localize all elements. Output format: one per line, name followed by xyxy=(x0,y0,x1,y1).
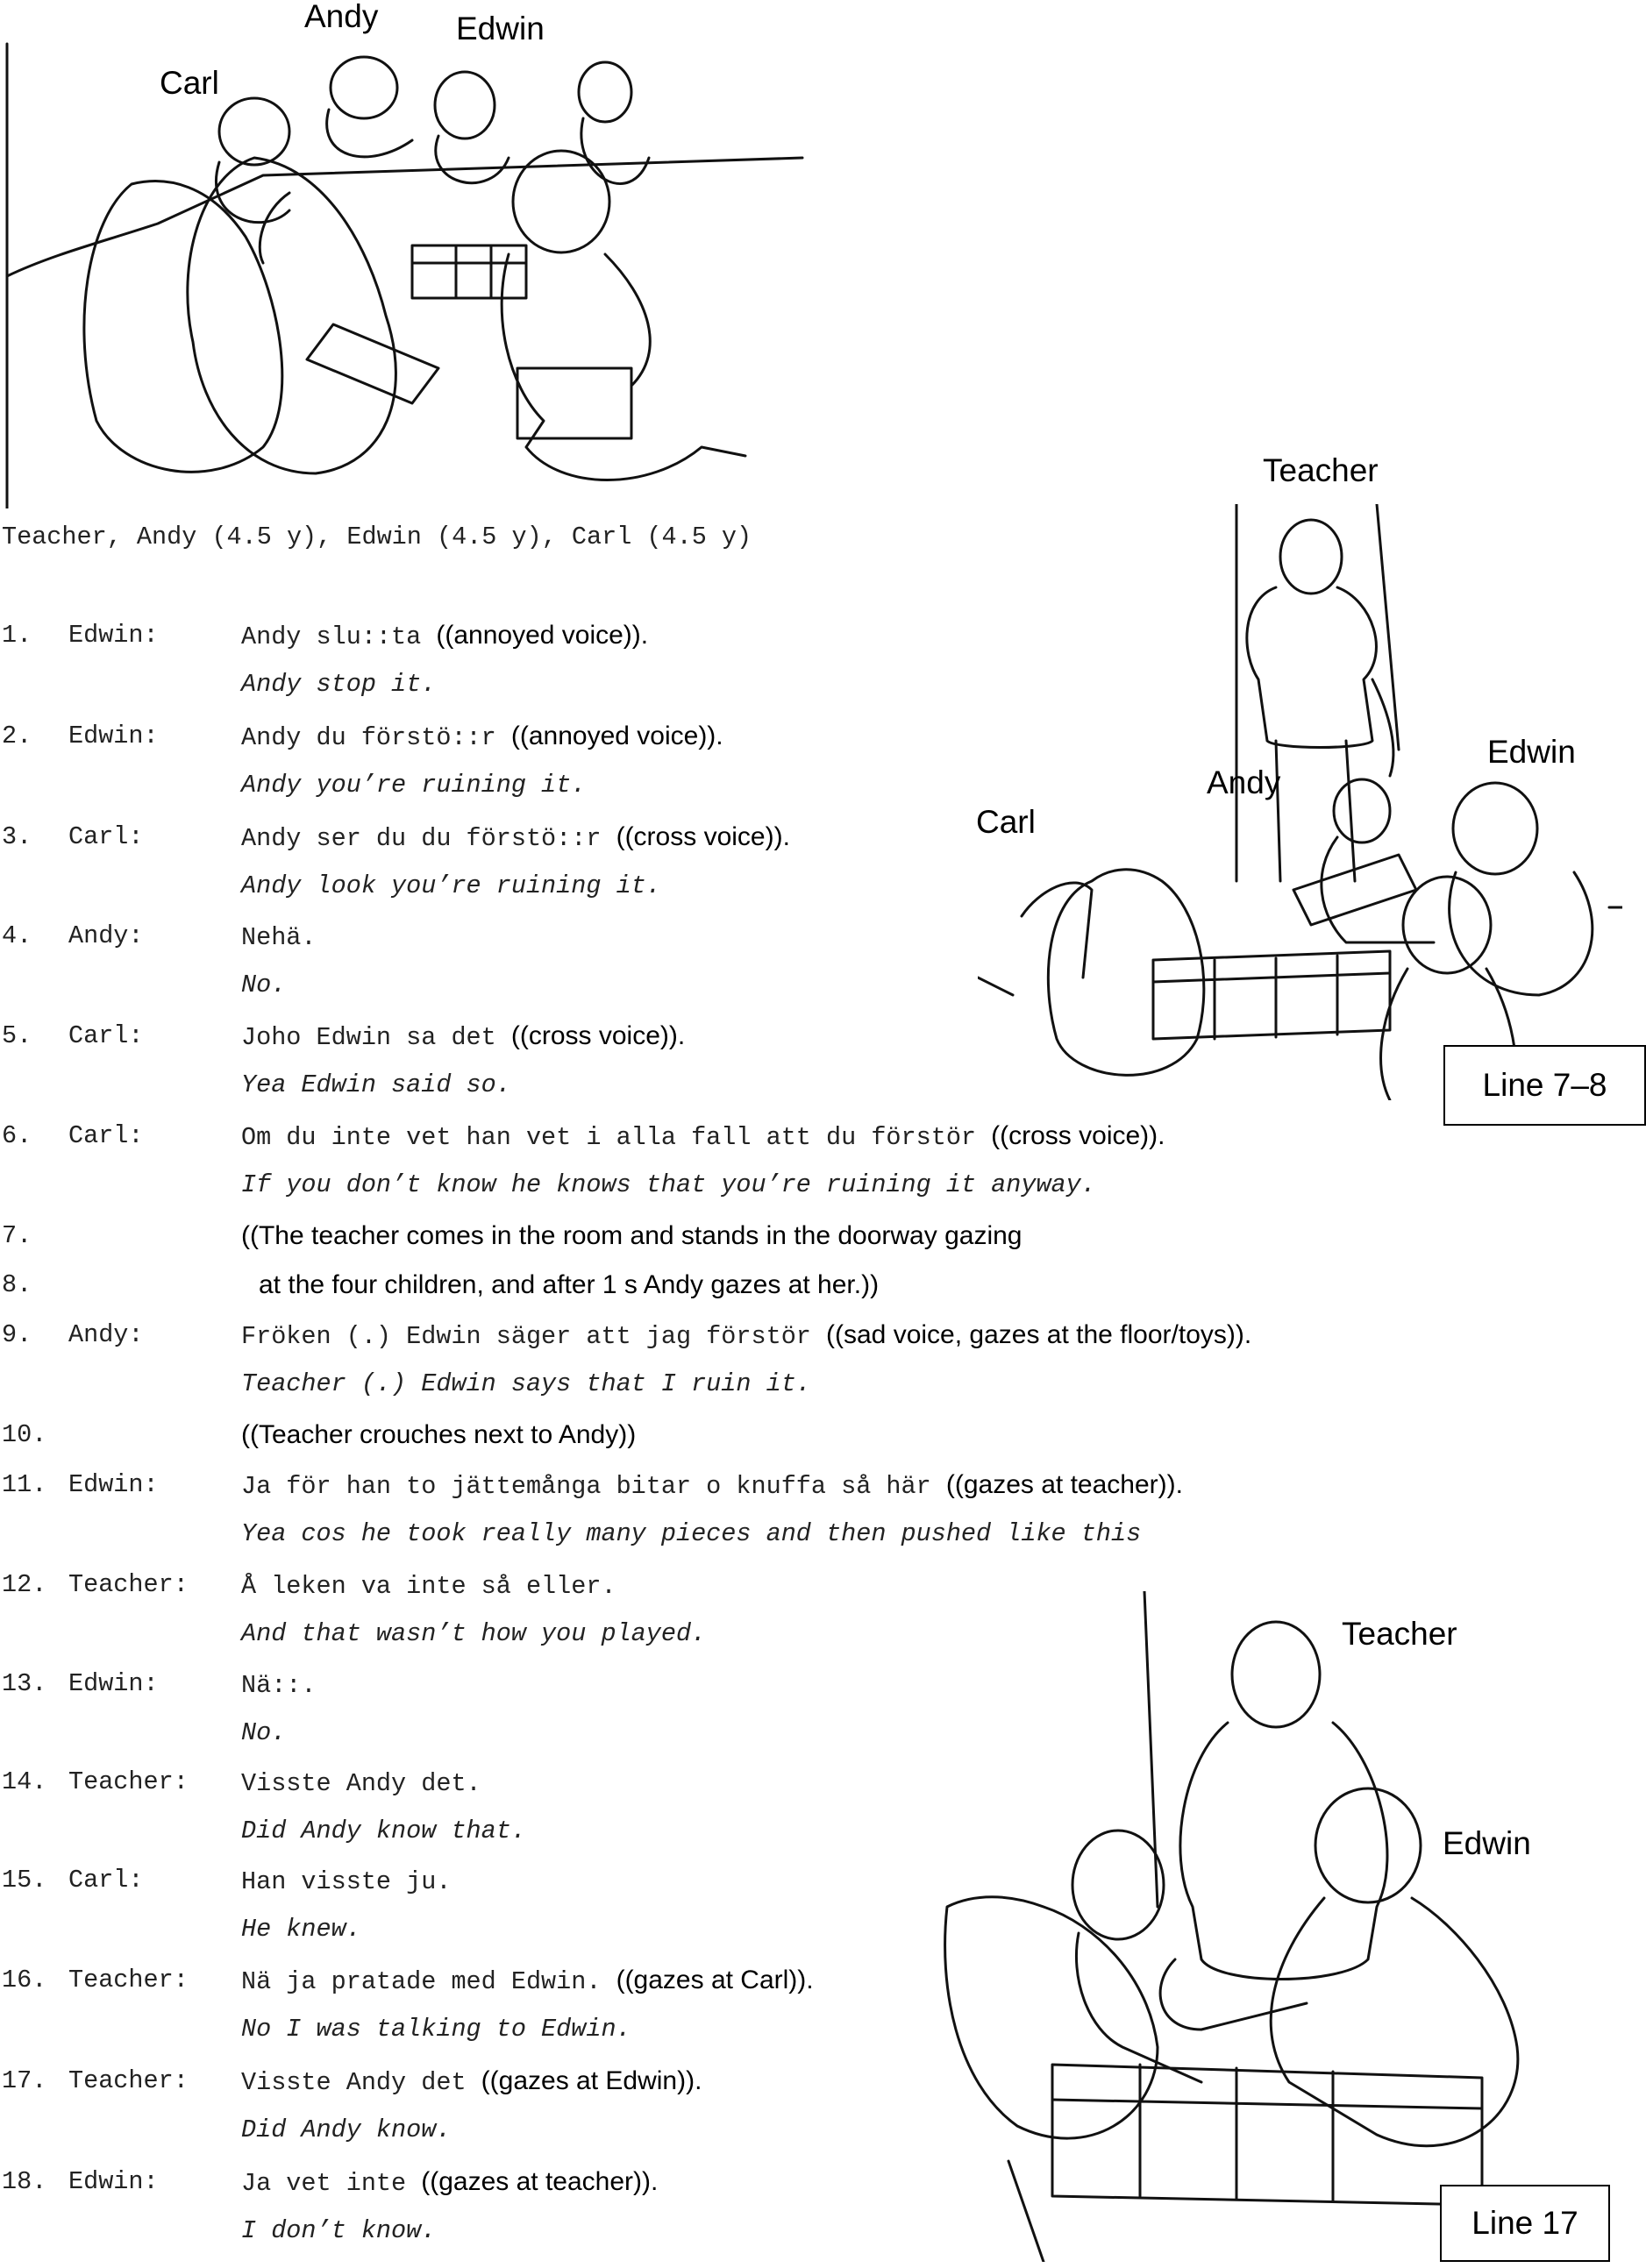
line-number: 4. xyxy=(2,921,32,950)
utterance-text: Han visste ju. xyxy=(241,1867,452,1896)
utterance xyxy=(241,2167,658,2198)
utterance-note: ((annoyed voice)). xyxy=(436,621,649,650)
label-carl-top: Carl xyxy=(160,65,219,101)
line-number: 16. xyxy=(2,1966,47,1994)
speaker: Edwin: xyxy=(68,722,159,750)
label-andy-top: Andy xyxy=(304,0,379,34)
speaker: Edwin: xyxy=(68,1470,159,1499)
line-number: 8. xyxy=(2,1270,32,1299)
illustration-middle xyxy=(978,504,1622,1100)
line-number: 10. xyxy=(2,1420,47,1449)
utterance xyxy=(241,921,317,952)
translation: He knew. xyxy=(241,1915,361,1944)
transcript-line xyxy=(0,822,1646,871)
transcript-line xyxy=(0,1669,1646,1718)
utterance-text: Visste Andy det xyxy=(241,2068,467,2097)
utterance-text: Ja för han to jättemånga bitar o knuffa så här xyxy=(241,1472,931,1501)
utterance xyxy=(259,1270,879,1301)
transcript-line xyxy=(0,1420,1646,1469)
utterance xyxy=(241,1570,616,1601)
utterance xyxy=(241,1021,685,1052)
line-number: 18. xyxy=(2,2167,47,2196)
utterance xyxy=(241,1470,1183,1501)
transcript-line xyxy=(0,921,1646,970)
transcript-line xyxy=(0,1966,1646,2015)
utterance xyxy=(241,1121,1165,1152)
speaker: Edwin: xyxy=(68,621,159,650)
transcript-line xyxy=(0,621,1646,670)
utterance xyxy=(241,2066,702,2097)
translation: No. xyxy=(241,1718,287,1747)
utterance-note: at the four children, and after 1 s Andy gazes at her.)) xyxy=(259,1270,880,1299)
label-teacher-middle: Teacher xyxy=(1263,452,1379,488)
speaker: Teacher: xyxy=(68,1966,189,1994)
utterance-note: ((cross voice)). xyxy=(991,1121,1165,1150)
line-number: 17. xyxy=(2,2066,47,2095)
utterance-note: ((gazes at Carl)). xyxy=(616,1966,814,1994)
transcript-line xyxy=(0,1570,1646,1619)
transcript-line xyxy=(0,2167,1646,2216)
transcript-line xyxy=(0,1470,1646,1519)
translation: Did Andy know. xyxy=(241,2115,452,2144)
utterance xyxy=(241,1320,1251,1351)
speaker: Teacher: xyxy=(68,1767,189,1796)
utterance-text: Nä ja pratade med Edwin. xyxy=(241,1967,602,1996)
utterance xyxy=(241,722,723,752)
label-edwin-middle: Edwin xyxy=(1487,734,1576,770)
label-edwin-bottom: Edwin xyxy=(1443,1825,1531,1861)
translation: Andy look you’re ruining it. xyxy=(241,871,661,900)
transcript-line xyxy=(0,1320,1646,1369)
translation: Did Andy know that. xyxy=(241,1817,526,1845)
speaker: Edwin: xyxy=(68,1669,159,1698)
utterance xyxy=(241,1669,317,1700)
translation: And that wasn’t how you played. xyxy=(241,1619,707,1648)
utterance-text: Andy du förstö::r xyxy=(241,723,496,752)
utterance-text: Å leken va inte så eller. xyxy=(241,1572,616,1601)
utterance xyxy=(241,1420,636,1451)
line-number: 15. xyxy=(2,1866,47,1895)
speaker: Edwin: xyxy=(68,2167,159,2196)
speaker: Carl: xyxy=(68,822,144,851)
utterance-note: ((Teacher crouches next to Andy)) xyxy=(241,1420,637,1449)
translation: If you don’t know he knows that you’re ruining it anyway. xyxy=(241,1170,1096,1199)
speaker: Carl: xyxy=(68,1121,144,1150)
speaker: Carl: xyxy=(68,1866,144,1895)
utterance-note: ((sad voice, gazes at the floor/toys)). xyxy=(826,1320,1252,1349)
utterance xyxy=(241,1221,1022,1252)
illustration-top xyxy=(0,35,807,508)
caption-line-7-8: Line 7–8 xyxy=(1443,1045,1646,1126)
line-number: 12. xyxy=(2,1570,47,1599)
utterance-note: ((The teacher comes in the room and stands in the doorway gazing xyxy=(241,1221,1023,1250)
utterance-note: ((gazes at teacher)). xyxy=(421,2167,659,2196)
line-number: 1. xyxy=(2,621,32,650)
utterance-note: ((cross voice)). xyxy=(510,1021,686,1050)
translation: Yea Edwin said so. xyxy=(241,1070,511,1099)
translation: Teacher (.) Edwin says that I ruin it. xyxy=(241,1369,811,1398)
translation: No I was talking to Edwin. xyxy=(241,2015,631,2044)
label-andy-middle: Andy xyxy=(1207,764,1281,800)
utterance-text: Fröken (.) Edwin säger att jag förstör xyxy=(241,1322,811,1351)
caption-line-17: Line 17 xyxy=(1440,2185,1610,2262)
speaker: Andy: xyxy=(68,1320,144,1349)
label-teacher-bottom: Teacher xyxy=(1342,1616,1457,1652)
transcript-line xyxy=(0,722,1646,771)
utterance-text: Andy slu::ta xyxy=(241,622,422,651)
line-number: 9. xyxy=(2,1320,32,1349)
speaker: Teacher: xyxy=(68,2066,189,2095)
line-number: 11. xyxy=(2,1470,47,1499)
participants-line: Teacher, Andy (4.5 y), Edwin (4.5 y), Carl (4.5 y) xyxy=(2,523,752,551)
utterance-text: Om du inte vet han vet i alla fall att du förstör xyxy=(241,1123,977,1152)
transcript-line xyxy=(0,1866,1646,1915)
speaker: Andy: xyxy=(68,921,144,950)
utterance xyxy=(241,1767,481,1798)
transcript-line xyxy=(0,1121,1646,1170)
translation: No. xyxy=(241,970,287,999)
translation: Andy stop it. xyxy=(241,670,437,699)
utterance-note: ((cross voice)). xyxy=(616,822,790,851)
utterance-text: Ja vet inte xyxy=(241,2169,407,2198)
utterance-note: ((annoyed voice)). xyxy=(510,722,723,750)
label-carl-middle: Carl xyxy=(976,804,1036,840)
line-number: 7. xyxy=(2,1221,32,1250)
transcript-line xyxy=(0,1221,1646,1270)
utterance-text: Nehä. xyxy=(241,923,317,952)
transcript-line xyxy=(0,1021,1646,1070)
utterance-note: ((gazes at Edwin)). xyxy=(481,2066,702,2095)
transcript-line xyxy=(0,2066,1646,2115)
utterance-text: Andy ser du du förstö::r xyxy=(241,824,602,853)
speaker: Carl: xyxy=(68,1021,144,1050)
line-number: 14. xyxy=(2,1767,47,1796)
utterance xyxy=(241,822,790,853)
line-number: 5. xyxy=(2,1021,32,1050)
utterance xyxy=(241,1966,814,1996)
utterance xyxy=(241,621,648,651)
utterance-text: Nä::. xyxy=(241,1671,317,1700)
utterance-text: Joho Edwin sa det xyxy=(241,1023,496,1052)
translation: Andy you’re ruining it. xyxy=(241,771,587,800)
transcript-line xyxy=(0,1767,1646,1817)
line-number: 3. xyxy=(2,822,32,851)
utterance xyxy=(241,1866,451,1896)
translation: Yea cos he took really many pieces and then pushed like this xyxy=(241,1519,1142,1548)
transcript-line xyxy=(0,1270,1646,1319)
line-number: 2. xyxy=(2,722,32,750)
utterance-note: ((gazes at teacher)). xyxy=(945,1470,1183,1499)
utterance-text: Visste Andy det. xyxy=(241,1769,481,1798)
speaker: Teacher: xyxy=(68,1570,189,1599)
line-number: 13. xyxy=(2,1669,47,1698)
line-number: 6. xyxy=(2,1121,32,1150)
label-edwin-top: Edwin xyxy=(456,11,545,46)
translation: I don’t know. xyxy=(241,2216,437,2245)
